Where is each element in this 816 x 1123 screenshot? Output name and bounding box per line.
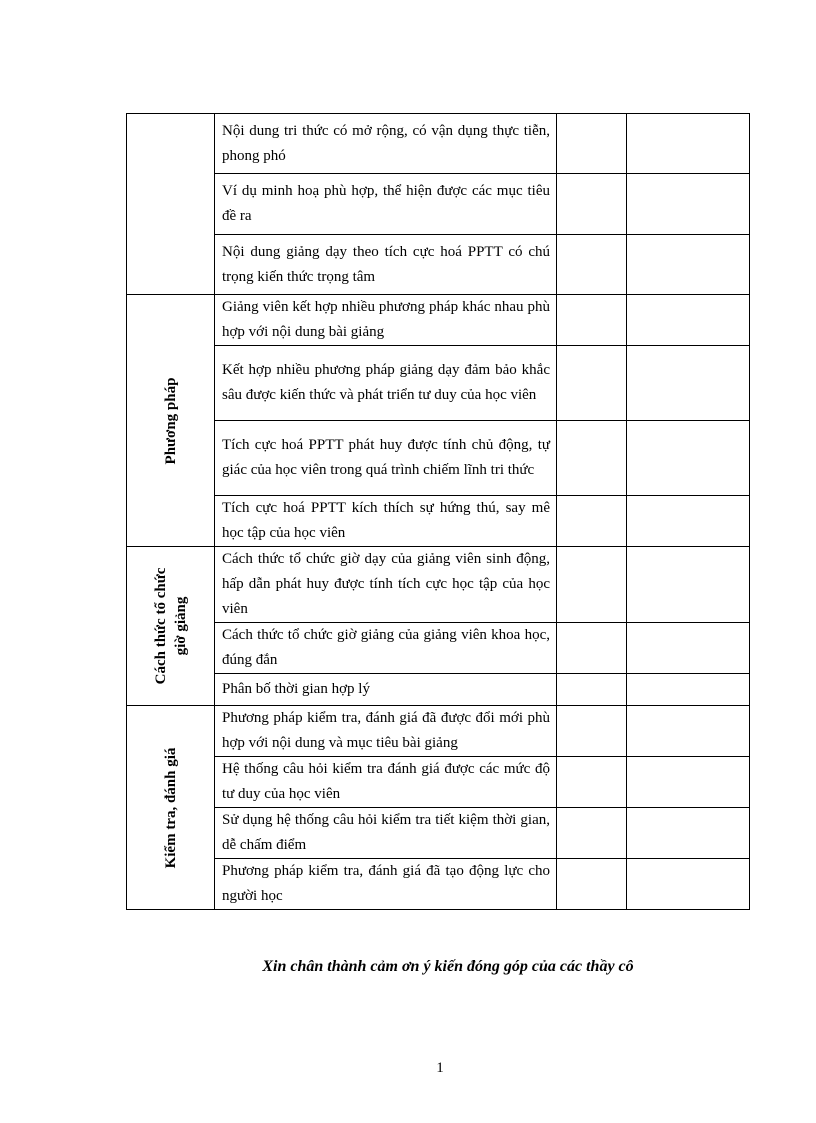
criterion-text: Sử dụng hệ thống câu hỏi kiểm tra tiết kiệm thời gian, dễ chấm điểm: [222, 812, 550, 853]
criterion-text: Cách thức tổ chức giờ giảng của giảng viên khoa học, đúng đắn: [222, 627, 550, 668]
table-row: [127, 757, 750, 808]
table-row: [127, 623, 750, 674]
criterion-text: Nội dung tri thức có mở rộng, có vận dụng thực tiễn, phong phó: [222, 122, 550, 164]
rating-cell[interactable]: [557, 547, 627, 623]
criterion-cell: [215, 623, 557, 674]
criterion-text: Nội dung giảng dạy theo tích cực hoá PPTT có chú trọng kiến thức trọng tâm: [222, 243, 550, 285]
category-label: [151, 568, 191, 685]
category-label-line: Phương pháp: [162, 377, 179, 464]
criterion-cell: [215, 808, 557, 859]
comment-cell[interactable]: [627, 295, 750, 346]
comment-cell[interactable]: [627, 757, 750, 808]
comment-cell[interactable]: [627, 859, 750, 910]
page-number: 1: [436, 1060, 444, 1076]
comment-cell[interactable]: [627, 547, 750, 623]
category-cell: [127, 706, 215, 910]
criterion-cell: [215, 496, 557, 547]
comment-cell[interactable]: [627, 174, 750, 235]
criterion-cell: [215, 547, 557, 623]
rating-cell[interactable]: [557, 674, 627, 706]
criterion-cell: [215, 346, 557, 421]
table-row: [127, 547, 750, 623]
criterion-text: Hệ thống câu hỏi kiểm tra đánh giá được các mức độ tư duy của học viên: [222, 761, 550, 802]
comment-cell[interactable]: [627, 674, 750, 706]
rating-cell[interactable]: [557, 235, 627, 295]
table-row: [127, 174, 750, 235]
criterion-cell: [215, 174, 557, 235]
comment-cell[interactable]: [627, 706, 750, 757]
criterion-cell: [215, 295, 557, 346]
criterion-text: Phân bố thời gian hợp lý: [222, 681, 370, 697]
category-label: [161, 377, 181, 464]
comment-cell[interactable]: [627, 623, 750, 674]
rating-cell[interactable]: [557, 346, 627, 421]
criterion-cell: [215, 114, 557, 174]
rating-cell[interactable]: [557, 623, 627, 674]
category-cell: [127, 295, 215, 547]
criterion-text: Giảng viên kết hợp nhiều phương pháp khác nhau phù hợp với nội dung bài giảng: [222, 299, 550, 340]
comment-cell[interactable]: [627, 346, 750, 421]
criterion-cell: [215, 421, 557, 496]
table-row: [127, 808, 750, 859]
criterion-cell: [215, 235, 557, 295]
rating-cell[interactable]: [557, 174, 627, 235]
rating-cell[interactable]: [557, 859, 627, 910]
criterion-cell: [215, 859, 557, 910]
table-row: [127, 421, 750, 496]
thanks-note: Xin chân thành cảm ơn ý kiến đóng góp của các thầy cô: [262, 958, 634, 975]
table-row: [127, 496, 750, 547]
criterion-cell: [215, 674, 557, 706]
criterion-text: Phương pháp kiểm tra, đánh giá đã được đổi mới phù hợp với nội dung và mục tiêu bài giảng: [222, 710, 550, 751]
table-row: [127, 114, 750, 174]
comment-cell[interactable]: [627, 235, 750, 295]
rating-cell[interactable]: [557, 757, 627, 808]
comment-cell[interactable]: [627, 808, 750, 859]
rating-cell[interactable]: [557, 808, 627, 859]
criterion-text: Ví dụ minh hoạ phù hợp, thể hiện được các mục tiêu đề ra: [222, 183, 550, 224]
comment-cell[interactable]: [627, 496, 750, 547]
evaluation-table: [126, 113, 750, 910]
criterion-text: Phương pháp kiểm tra, đánh giá đã tạo động lực cho người học: [222, 863, 550, 904]
table-row: [127, 346, 750, 421]
criterion-cell: [215, 706, 557, 757]
criterion-text: Tích cực hoá PPTT kích thích sự hứng thú, say mê học tập của học viên: [222, 500, 550, 541]
category-label-line: Cách thức tổ chức: [152, 567, 169, 685]
criterion-text: Kết hợp nhiều phương pháp giảng dạy đảm bảo khắc sâu được kiến thức và phát triển tư duy của học viên: [222, 362, 550, 403]
rating-cell[interactable]: [557, 114, 627, 174]
category-label: [161, 747, 181, 868]
table-row: [127, 235, 750, 295]
table-row: [127, 859, 750, 910]
rating-cell[interactable]: [557, 295, 627, 346]
criterion-text: Tích cực hoá PPTT phát huy được tính chủ động, tự giác của học viên trong quá trình chiếm lĩnh tri thức: [222, 437, 550, 478]
criterion-cell: [215, 757, 557, 808]
table-row: [127, 706, 750, 757]
category-cell: [127, 114, 215, 295]
criterion-text: Cách thức tổ chức giờ dạy của giảng viên sinh động, hấp dẫn phát huy được tính tích cực học tập của học viên: [222, 551, 550, 617]
rating-cell[interactable]: [557, 706, 627, 757]
comment-cell[interactable]: [627, 421, 750, 496]
category-label-line: giờ giảng: [172, 596, 189, 656]
comment-cell[interactable]: [627, 114, 750, 174]
rating-cell[interactable]: [557, 421, 627, 496]
table-row: [127, 674, 750, 706]
category-cell: [127, 547, 215, 706]
category-label-line: Kiểm tra, đánh giá: [162, 747, 179, 868]
rating-cell[interactable]: [557, 496, 627, 547]
table-row: [127, 295, 750, 346]
evaluation-table-body: [127, 114, 750, 910]
